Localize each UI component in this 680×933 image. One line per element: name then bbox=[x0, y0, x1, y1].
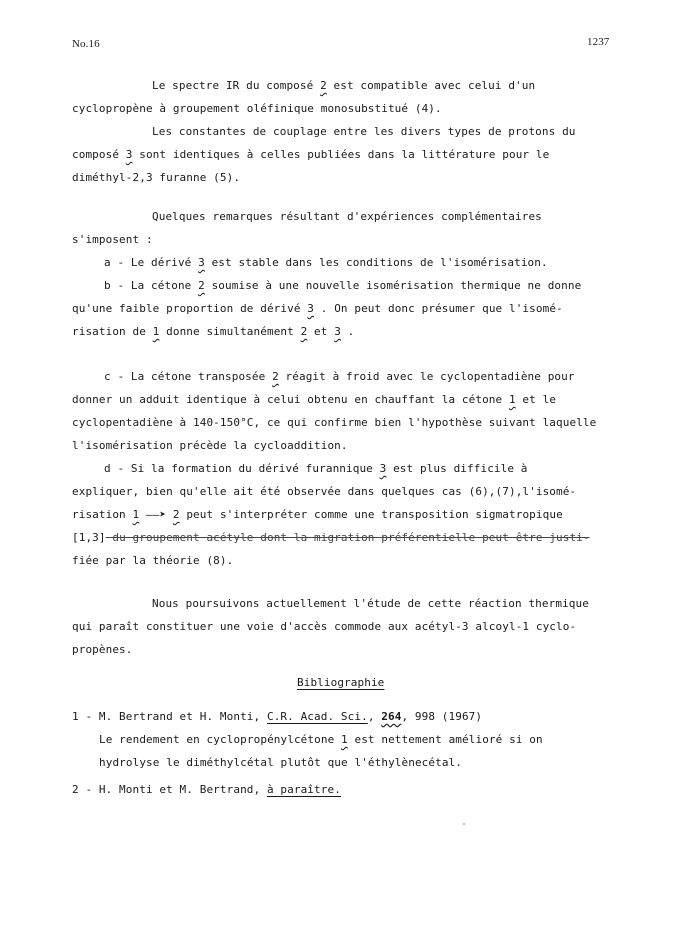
scan-speck bbox=[463, 823, 465, 825]
paragraph-2-line-1: Quelques remarques résultant d'expériences complémentaires bbox=[152, 210, 542, 223]
remark-b: b - La cétone 2 soumise à une nouvelle isomérisation thermique ne donne bbox=[104, 279, 582, 292]
remark-d-line-3: risation 1 ——➤ 2 peut s'interpréter comme une transposition sigmatropique bbox=[72, 508, 563, 521]
paragraph-2-line-2: s'imposent : bbox=[72, 233, 153, 246]
compound-ref: 1 bbox=[132, 508, 140, 521]
paragraph-1-line-1: Le spectre IR du composé 2 est compatible avec celui d'un bbox=[152, 79, 536, 92]
compound-ref: 2 bbox=[272, 370, 279, 383]
remark-c-line-2: donner un adduit identique à celui obtenu en chauffant la cétone 1 et le bbox=[72, 393, 557, 406]
journal-name: C.R. Acad. Sci. bbox=[266, 710, 368, 723]
reference-1-note-line-1: Le rendement en cyclopropénylcétone 1 est nettement amélioré si on bbox=[99, 733, 543, 746]
compound-ref: 1 bbox=[508, 393, 516, 406]
paragraph-1-line-5: diméthyl-2,3 furanne (5). bbox=[72, 171, 241, 184]
compound-ref: 3 bbox=[379, 462, 387, 475]
compound-ref: 3 bbox=[334, 325, 341, 338]
compound-ref: 2 bbox=[320, 79, 327, 92]
reference-2: 2 - H. Monti et M. Bertrand, à paraître. bbox=[72, 783, 341, 796]
remark-d: d - Si la formation du dérivé furannique 3 est plus difficile à bbox=[104, 462, 528, 475]
paragraph-1-line-2: cyclopropène à groupement oléfinique monosubstitué (4). bbox=[72, 102, 442, 115]
compound-ref: 1 bbox=[152, 325, 160, 338]
remark-d-line-5: fiée par la théorie (8). bbox=[72, 554, 234, 567]
compound-ref: 3 bbox=[198, 256, 205, 269]
remark-a: a - Le dérivé 3 est stable dans les conditions de l'isomérisation. bbox=[104, 256, 548, 269]
bibliography-title: Bibliographie bbox=[297, 676, 385, 689]
compound-ref: 3 bbox=[307, 302, 315, 315]
paragraph-4-line-1: Nous poursuivons actuellement l'étude de cette réaction thermique bbox=[152, 597, 589, 610]
reference-1-note-line-2: hydrolyse le diméthylcétal plutôt que l'éthylènecétal. bbox=[99, 756, 463, 769]
remark-d-line-4 bbox=[72, 531, 590, 544]
compound-ref: 2 bbox=[300, 325, 308, 338]
remark-c: c - La cétone transposée 2 réagit à froid avec le cyclopentadiène pour bbox=[104, 370, 575, 383]
paragraph-1-line-4: composé 3 sont identiques à celles publiées dans la littérature pour le bbox=[72, 148, 550, 161]
volume-number: 264 bbox=[381, 710, 402, 723]
compound-ref: 2 bbox=[172, 508, 180, 521]
remark-c-line-3: cyclopentadiène à 140-150°C, ce qui confirme bien l'hypothèse suivant laquelle bbox=[72, 416, 597, 429]
remark-d-line-2: expliquer, bien qu'elle ait été observée dans quelques cas (6),(7),l'isomé- bbox=[72, 485, 577, 498]
struck-text: du groupement acétyle dont la migration préférentielle peut être justi- bbox=[105, 531, 590, 544]
compound-ref: 1 bbox=[341, 733, 348, 746]
paragraph-4-line-2: qui paraît constituer une voie d'accès commode aux acétyl-3 alcoyl-1 cyclo- bbox=[72, 620, 577, 633]
paragraph-1-line-3: Les constantes de couplage entre les divers types de protons du bbox=[152, 125, 576, 138]
reaction-arrow: ——➤ bbox=[139, 508, 173, 521]
remark-b-line-2: qu'une faible proportion de dérivé 3 . On peut donc présumer que l'isomé- bbox=[72, 302, 563, 315]
reference-1: 1 - M. Bertrand et H. Monti, C.R. Acad. Sci., 264, 998 (1967) bbox=[72, 710, 483, 723]
remark-c-line-4: l'isomérisation précède la cycloaddition. bbox=[72, 439, 348, 452]
journal-issue: No.16 bbox=[72, 38, 100, 50]
sigmatropic-bracket: [1,3] bbox=[72, 531, 106, 544]
forthcoming-note: à paraître. bbox=[266, 783, 341, 796]
page-number: 1237 bbox=[587, 36, 610, 48]
compound-ref: 2 bbox=[198, 279, 205, 292]
compound-ref: 3 bbox=[125, 148, 133, 161]
paragraph-4-line-3: propènes. bbox=[72, 643, 133, 656]
remark-b-line-3: risation de 1 donne simultanément 2 et 3 . bbox=[72, 325, 355, 338]
